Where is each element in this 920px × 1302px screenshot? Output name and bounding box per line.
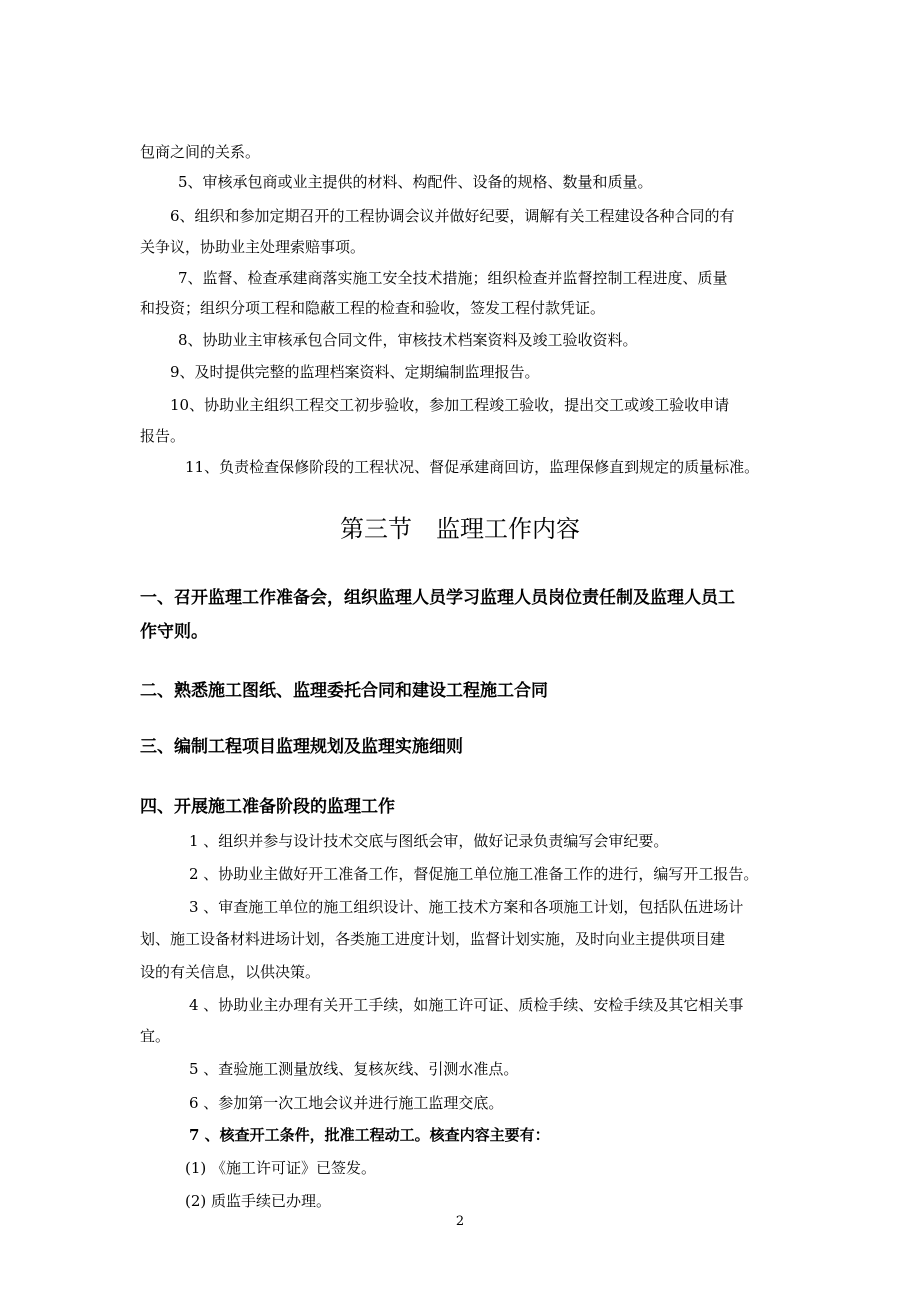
text-line: 2 、协助业主做好开工准备工作，督促施工单位施工准备工作的进行，编写开工报告。 — [189, 865, 759, 883]
text-line: 包商之间的关系。 — [140, 143, 261, 161]
text-line: 设的有关信息，以供决策。 — [140, 963, 321, 981]
heading-1-continued: 作守则。 — [140, 622, 208, 642]
heading-4: 四、开展施工准备阶段的监理工作 — [140, 797, 395, 817]
heading-2: 二、熟悉施工图纸、监理委托合同和建设工程施工合同 — [140, 681, 548, 701]
text-line: 5、审核承包商或业主提供的材料、构配件、设备的规格、数量和质量。 — [178, 173, 653, 191]
text-line: 7 、核查开工条件，批准工程动工。核查内容主要有： — [189, 1126, 550, 1144]
text-line: 和投资；组织分项工程和隐蔽工程的检查和验收，签发工程付款凭证。 — [140, 299, 606, 317]
text-line: 9、及时提供完整的监理档案资料、定期编制监理报告。 — [170, 363, 540, 381]
text-line: 宜。 — [140, 1027, 171, 1045]
text-line: 10、协助业主组织工程交工初步验收，参加工程竣工验收，提出交工或竣工验收申请 — [170, 396, 730, 414]
heading-1: 一、召开监理工作准备会，组织监理人员学习监理人员岗位责任制及监理人员工 — [140, 588, 735, 608]
text-line: 8、协助业主审核承包合同文件，审核技术档案资料及竣工验收资料。 — [178, 331, 638, 349]
text-line: 1 、组织并参与设计技术交底与图纸会审，做好记录负责编写会审纪要。 — [189, 832, 669, 850]
section-title: 第三节 监理工作内容 — [340, 515, 580, 543]
text-line: 7、监督、检查承建商落实施工安全技术措施；组织检查并监督控制工程进度、质量 — [178, 269, 728, 287]
text-line: 划、施工设备材料进场计划，各类施工进度计划，监督计划实施，及时向业主提供项目建 — [140, 930, 726, 948]
text-line: 3 、审查施工单位的施工组织设计、施工技术方案和各项施工计划，包括队伍进场计 — [189, 898, 744, 916]
text-line: 关争议，协助业主处理索赔事项。 — [140, 238, 366, 256]
page-number: 2 — [455, 1214, 465, 1229]
text-line: 报告。 — [140, 427, 186, 445]
text-line: (2) 质监手续已办理。 — [185, 1192, 332, 1210]
text-line: 4 、协助业主办理有关开工手续，如施工许可证、质检手续、安检手续及其它相关事 — [189, 996, 744, 1014]
text-line: (1) 《施工许可证》已签发。 — [185, 1159, 377, 1177]
text-line: 6、组织和参加定期召开的工程协调会议并做好纪要，调解有关工程建设各种合同的有 — [170, 207, 735, 225]
text-line: 6 、参加第一次工地会议并进行施工监理交底。 — [189, 1094, 504, 1112]
heading-3: 三、编制工程项目监理规划及监理实施细则 — [140, 737, 463, 757]
text-line: 11、负责检查保修阶段的工程状况、督促承建商回访，监理保修直到规定的质量标准。 — [185, 458, 760, 476]
text-line: 5 、查验施工测量放线、复核灰线、引测水准点。 — [189, 1060, 519, 1078]
